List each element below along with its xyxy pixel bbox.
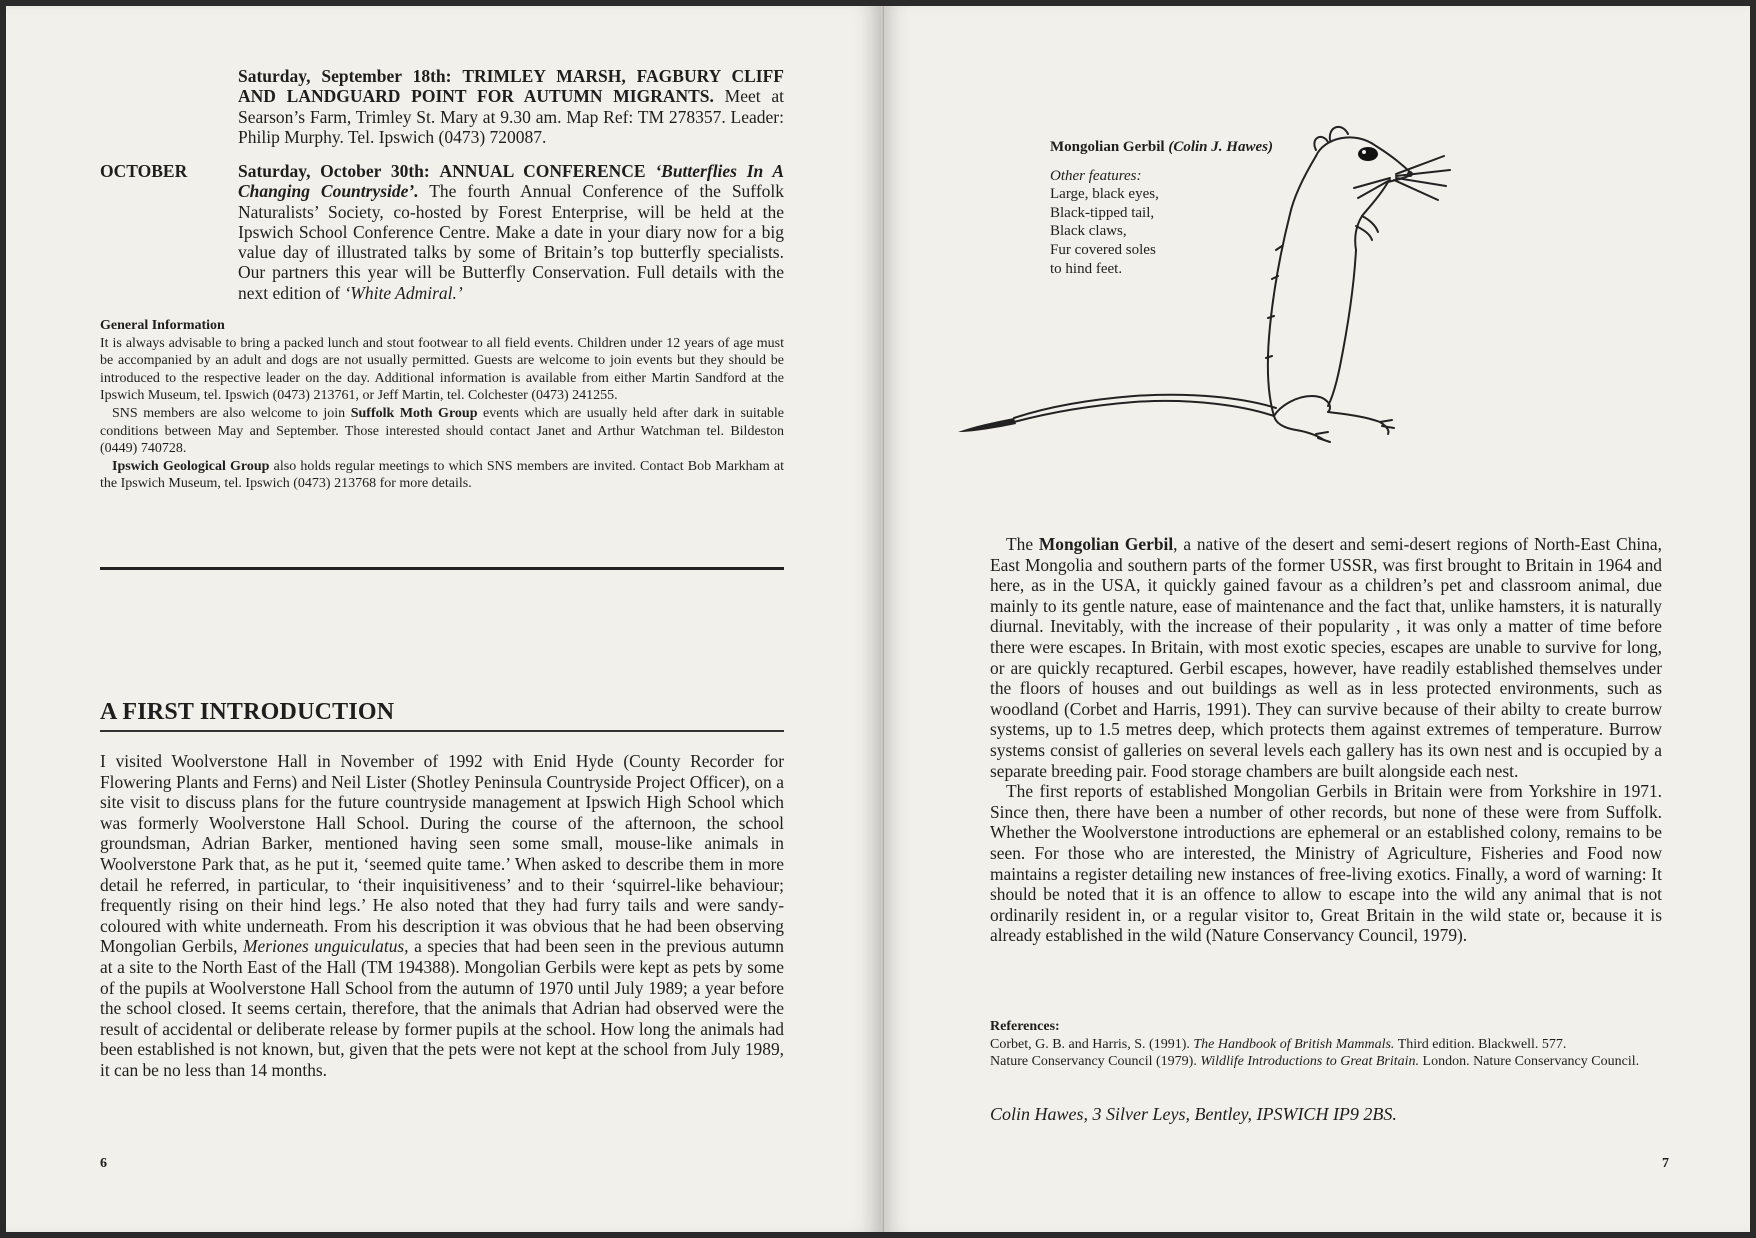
page-number-left: 6	[100, 1156, 107, 1171]
event-october	[238, 161, 784, 303]
event-october-theme: ‘Butterflies In A Changing Countryside’.	[238, 161, 785, 202]
event-october-date: Saturday, October 30th:	[238, 161, 430, 181]
reference-item: Corbet, G. B. and Harris, S. (1991). The Handbook of British Mammals. Third edition. Blackwell. 577.	[990, 1036, 1567, 1052]
event-october-text: The fourth Annual Conference of the Suffolk Naturalists’ Society, co-hosted by Forest Enterprise, will be held at the Ipswich School Conference Centre. Make a date in your diary now for a big value day of illustrated talks by some of Britain’s top butterfly specialists. Our partners this year will be Butterfly Conservation. Full details with the next edition of	[238, 181, 785, 303]
general-information-p1: It is always advisable to bring a packed lunch and stout footwear to all field events. Children under 12 years of age must be accompanied by an adult and dogs are not usually permitted. Guests are welcome to join events but they should be introduced to the respective leader on the day. Additional information is available from either Martin Sandford at the Ipswich Museum, tel. Ipswich (0473) 213761, or Jeff Martin, tel. Colchester (0473) 241255.	[100, 335, 784, 404]
gerbil-illustration	[944, 116, 1524, 486]
divider-rule	[100, 567, 784, 570]
section-title: A FIRST INTRODUCTION	[100, 699, 395, 725]
general-information-p2: SNS members are also welcome to join Suffolk Moth Group events which are usually held after dark in suitable conditions between May and September. Those interested should contact Janet and Arthur Watchman tel. Bildeston (0449) 740728.	[100, 405, 785, 457]
event-september-date: Saturday, September 18th:	[238, 66, 452, 86]
species-name: Mongolian Gerbil	[1038, 534, 1174, 554]
page-number-right: 7	[1662, 1156, 1669, 1171]
feature-item: to hind feet.	[1050, 260, 1123, 277]
references-heading: References:	[990, 1019, 1060, 1034]
event-october-title: ANNUAL CONFERENCE	[439, 161, 646, 181]
general-information-heading: General Information	[100, 318, 225, 333]
other-features-label: Other features:	[1050, 167, 1142, 184]
article-paragraph-1: The Mongolian Gerbil, a native of the desert and semi-desert regions of North-East China, East Mongolia and southern parts of the former USSR, was first brought to Britain in 1964 and here, as in the USA, it quickly gained favour as a children’s pet and classroom animal, due mainly to its gentle nature, ease of maintenance and the fact that, unlike hamsters, it is naturally diurnal. Inevitably, with the increase of their popularity , it was only a matter of time before there were escapes. In Britain, with most exotic species, escapes are unable to survive for long, or are quickly recaptured. Gerbil escapes, however, have readily established themselves under the floors of houses and out buildings as well as in less protected environments, such as woodland (Corbet and Harris, 1991). They can survive because of their abilty to create burrow systems, up to 1.5 metres deep, which protects them against extremes of temperature. Burrow systems consist of galleries on several levels each gallery has its own nest and is occupied by a separate breeding pair. Food storage chambers are built alongside each nest.	[990, 534, 1662, 781]
event-september-title: TRIMLEY MARSH, FAGBURY CLIFF AND LANDGUARD POINT FOR AUTUMN MIGRANTS.	[238, 66, 784, 107]
feature-item: Large, black eyes,	[1050, 186, 1159, 203]
caption-credit: (Colin J. Hawes)	[1168, 139, 1273, 155]
article-paragraph-2: The first reports of established Mongolian Gerbils in Britain were from Yorkshire in 1971. Since then, there have been a number of other records, but none of these were from Suffolk. Whether the Woolverstone introductions are ephemeral or an established colony, remains to be seen. For those who are interested, the Ministry of Agriculture, Fisheries and Food now maintains a register detailing new instances of free-living exotics. Finally, a word of warning: It should be noted that it is an offence to allow to escape into the wild any animal that is not ordinarily resident in, or a regular visitor to, Great Britain in the wild state or, because it is already established in the wild (Nature Conservancy Council, 1979).	[990, 781, 1662, 946]
gerbil-article	[990, 534, 1662, 946]
author-signature: Colin Hawes, 3 Silver Leys, Bentley, IPSWICH IP9 2BS.	[990, 1104, 1397, 1124]
section-title-underline	[100, 730, 784, 732]
event-september	[238, 66, 784, 147]
article-body	[100, 751, 784, 1081]
article-paragraph: I visited Woolverstone Hall in November of 1992 with Enid Hyde (County Recorder for Flowering Plants and Ferns) and Neil Lister (Shotley Peninsula Countryside Project Officer), on a site visit to discuss plans for the future countryside management at Ipswich High School which was formerly Woolverstone Hall School. During the course of the afternoon, the school groundsman, Adrian Barker, mentioned having seen some small, mouse-like animals in Woolverstone Park that, as he put it, ‘seemed quite tame.’ When asked to describe them in more detail he referred, in particular, to ‘their inquisitiveness’ and to their ‘squirrel-like behaviour; frequently rising on their hind legs.’ He also noted that they had furry tails and were sandy-coloured with white underneath. From his description it was obvious that he had been observing Mongolian Gerbils, Meriones unguiculatus, a species that had been seen in the previous autumn at a site to the North East of the Hall (TM 194388). Mongolian Gerbils were kept as pets by some of the pupils at Woolverstone Hall School from the autumn of 1970 until July 1989; a year before the school closed. It seems certain, therefore, that the animals that Adrian had observed were the result of accidental or deliberate release by former pupils at the school. How long the animals had been established is not known, but, given that the pets were not kept at the school from July 1989, it can be no less than 14 months.	[100, 751, 785, 1080]
event-september-text: Meet at Searson’s Farm, Trimley St. Mary at 9.30 am. Map Ref: TM 278357. Leader: Philip Murphy. Tel. Ipswich (0473) 720087.	[238, 86, 785, 147]
caption-title: Mongolian Gerbil (Colin J. Hawes)	[1050, 139, 1273, 155]
feature-item: Black-tipped tail,	[1050, 204, 1155, 221]
general-information-p3: Ipswich Geological Group also holds regular meetings to which SNS members are invited. Contact Bob Markham at the Ipswich Museum, tel. Ipswich (0473) 213768 for more details.	[100, 458, 785, 492]
moth-group-name: Suffolk Moth Group	[350, 405, 478, 421]
right-page	[884, 6, 1750, 1232]
geological-group-name: Ipswich Geological Group	[112, 458, 270, 474]
feature-item: Black claws,	[1050, 223, 1127, 240]
left-page	[6, 6, 880, 1232]
event-october-publication: ‘White Admiral.’	[344, 282, 463, 303]
reference-item: Nature Conservancy Council (1979). Wildlife Introductions to Great Britain. London. Nature Conservancy Council.	[990, 1054, 1640, 1070]
general-information	[100, 317, 784, 493]
month-label-october: OCTOBER	[100, 161, 188, 181]
references	[990, 1018, 1662, 1071]
feature-item: Fur covered soles	[1050, 241, 1156, 258]
latin-name: Meriones unguiculatus,	[243, 936, 409, 957]
